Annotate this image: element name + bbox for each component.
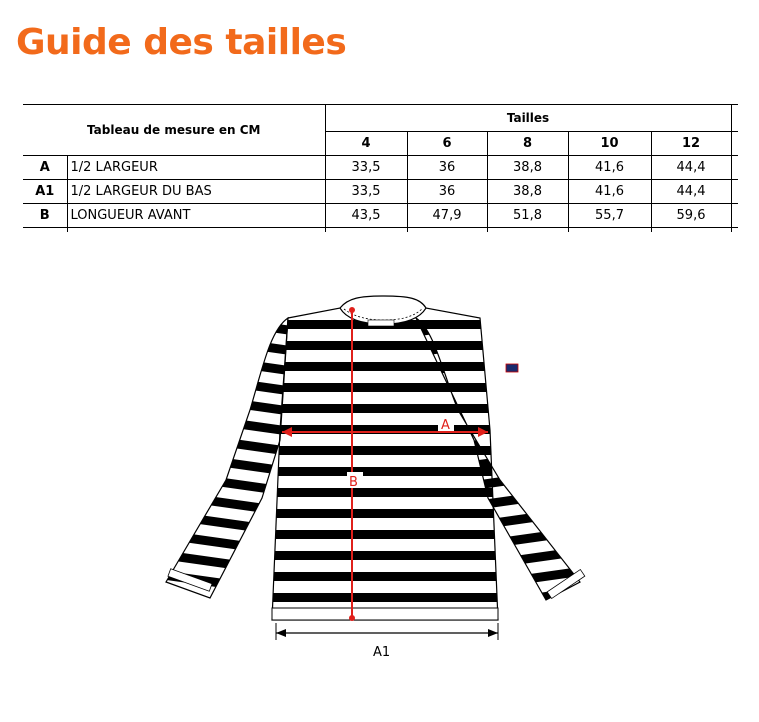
value-cell: 33,5: [325, 156, 407, 180]
label-tag: [368, 320, 394, 326]
value-cell: 38,8: [487, 156, 568, 180]
value-cell: 41,6: [568, 156, 651, 180]
value-cell: 38,8: [487, 180, 568, 204]
label-a1: A1: [373, 645, 391, 660]
row-label: 1/2 LARGEUR: [67, 156, 325, 180]
value-cell: 44,4: [651, 180, 731, 204]
table-row: [23, 180, 738, 204]
value-cell: 36: [407, 180, 487, 204]
value-cell: 44,4: [651, 156, 731, 180]
corner-header: Tableau de mesure en CM: [23, 105, 325, 156]
value-cell: 47,9: [407, 204, 487, 228]
label-a: A: [441, 418, 450, 433]
left-sleeve: [166, 318, 288, 598]
shirt-body: [272, 308, 498, 620]
page-title: Guide des tailles: [16, 22, 347, 63]
value-cell: 59,6: [651, 204, 731, 228]
shirt-diagram: [0, 290, 759, 690]
row-code: B: [23, 204, 67, 228]
size-cell: 12: [651, 132, 731, 156]
size-cell: 4: [325, 132, 407, 156]
value-cell: 41,6: [568, 180, 651, 204]
row-code: A: [23, 156, 67, 180]
label-b: B: [349, 475, 358, 490]
table-row: [23, 204, 738, 228]
size-table: [23, 104, 738, 232]
size-cell: 8: [487, 132, 568, 156]
value-cell: 36: [407, 156, 487, 180]
sizes-header: Tailles: [325, 105, 731, 132]
row-label: LONGUEUR AVANT: [67, 204, 325, 228]
value-cell: 43,5: [325, 204, 407, 228]
size-cell: 6: [407, 132, 487, 156]
table-row: [23, 156, 738, 180]
table-header-row: [23, 105, 738, 132]
row-label: 1/2 LARGEUR DU BAS: [67, 180, 325, 204]
value-cell: 55,7: [568, 204, 651, 228]
size-cell: 10: [568, 132, 651, 156]
value-cell: 51,8: [487, 204, 568, 228]
sleeve-badge: [506, 364, 518, 372]
value-cell: 33,5: [325, 180, 407, 204]
row-code: A1: [23, 180, 67, 204]
